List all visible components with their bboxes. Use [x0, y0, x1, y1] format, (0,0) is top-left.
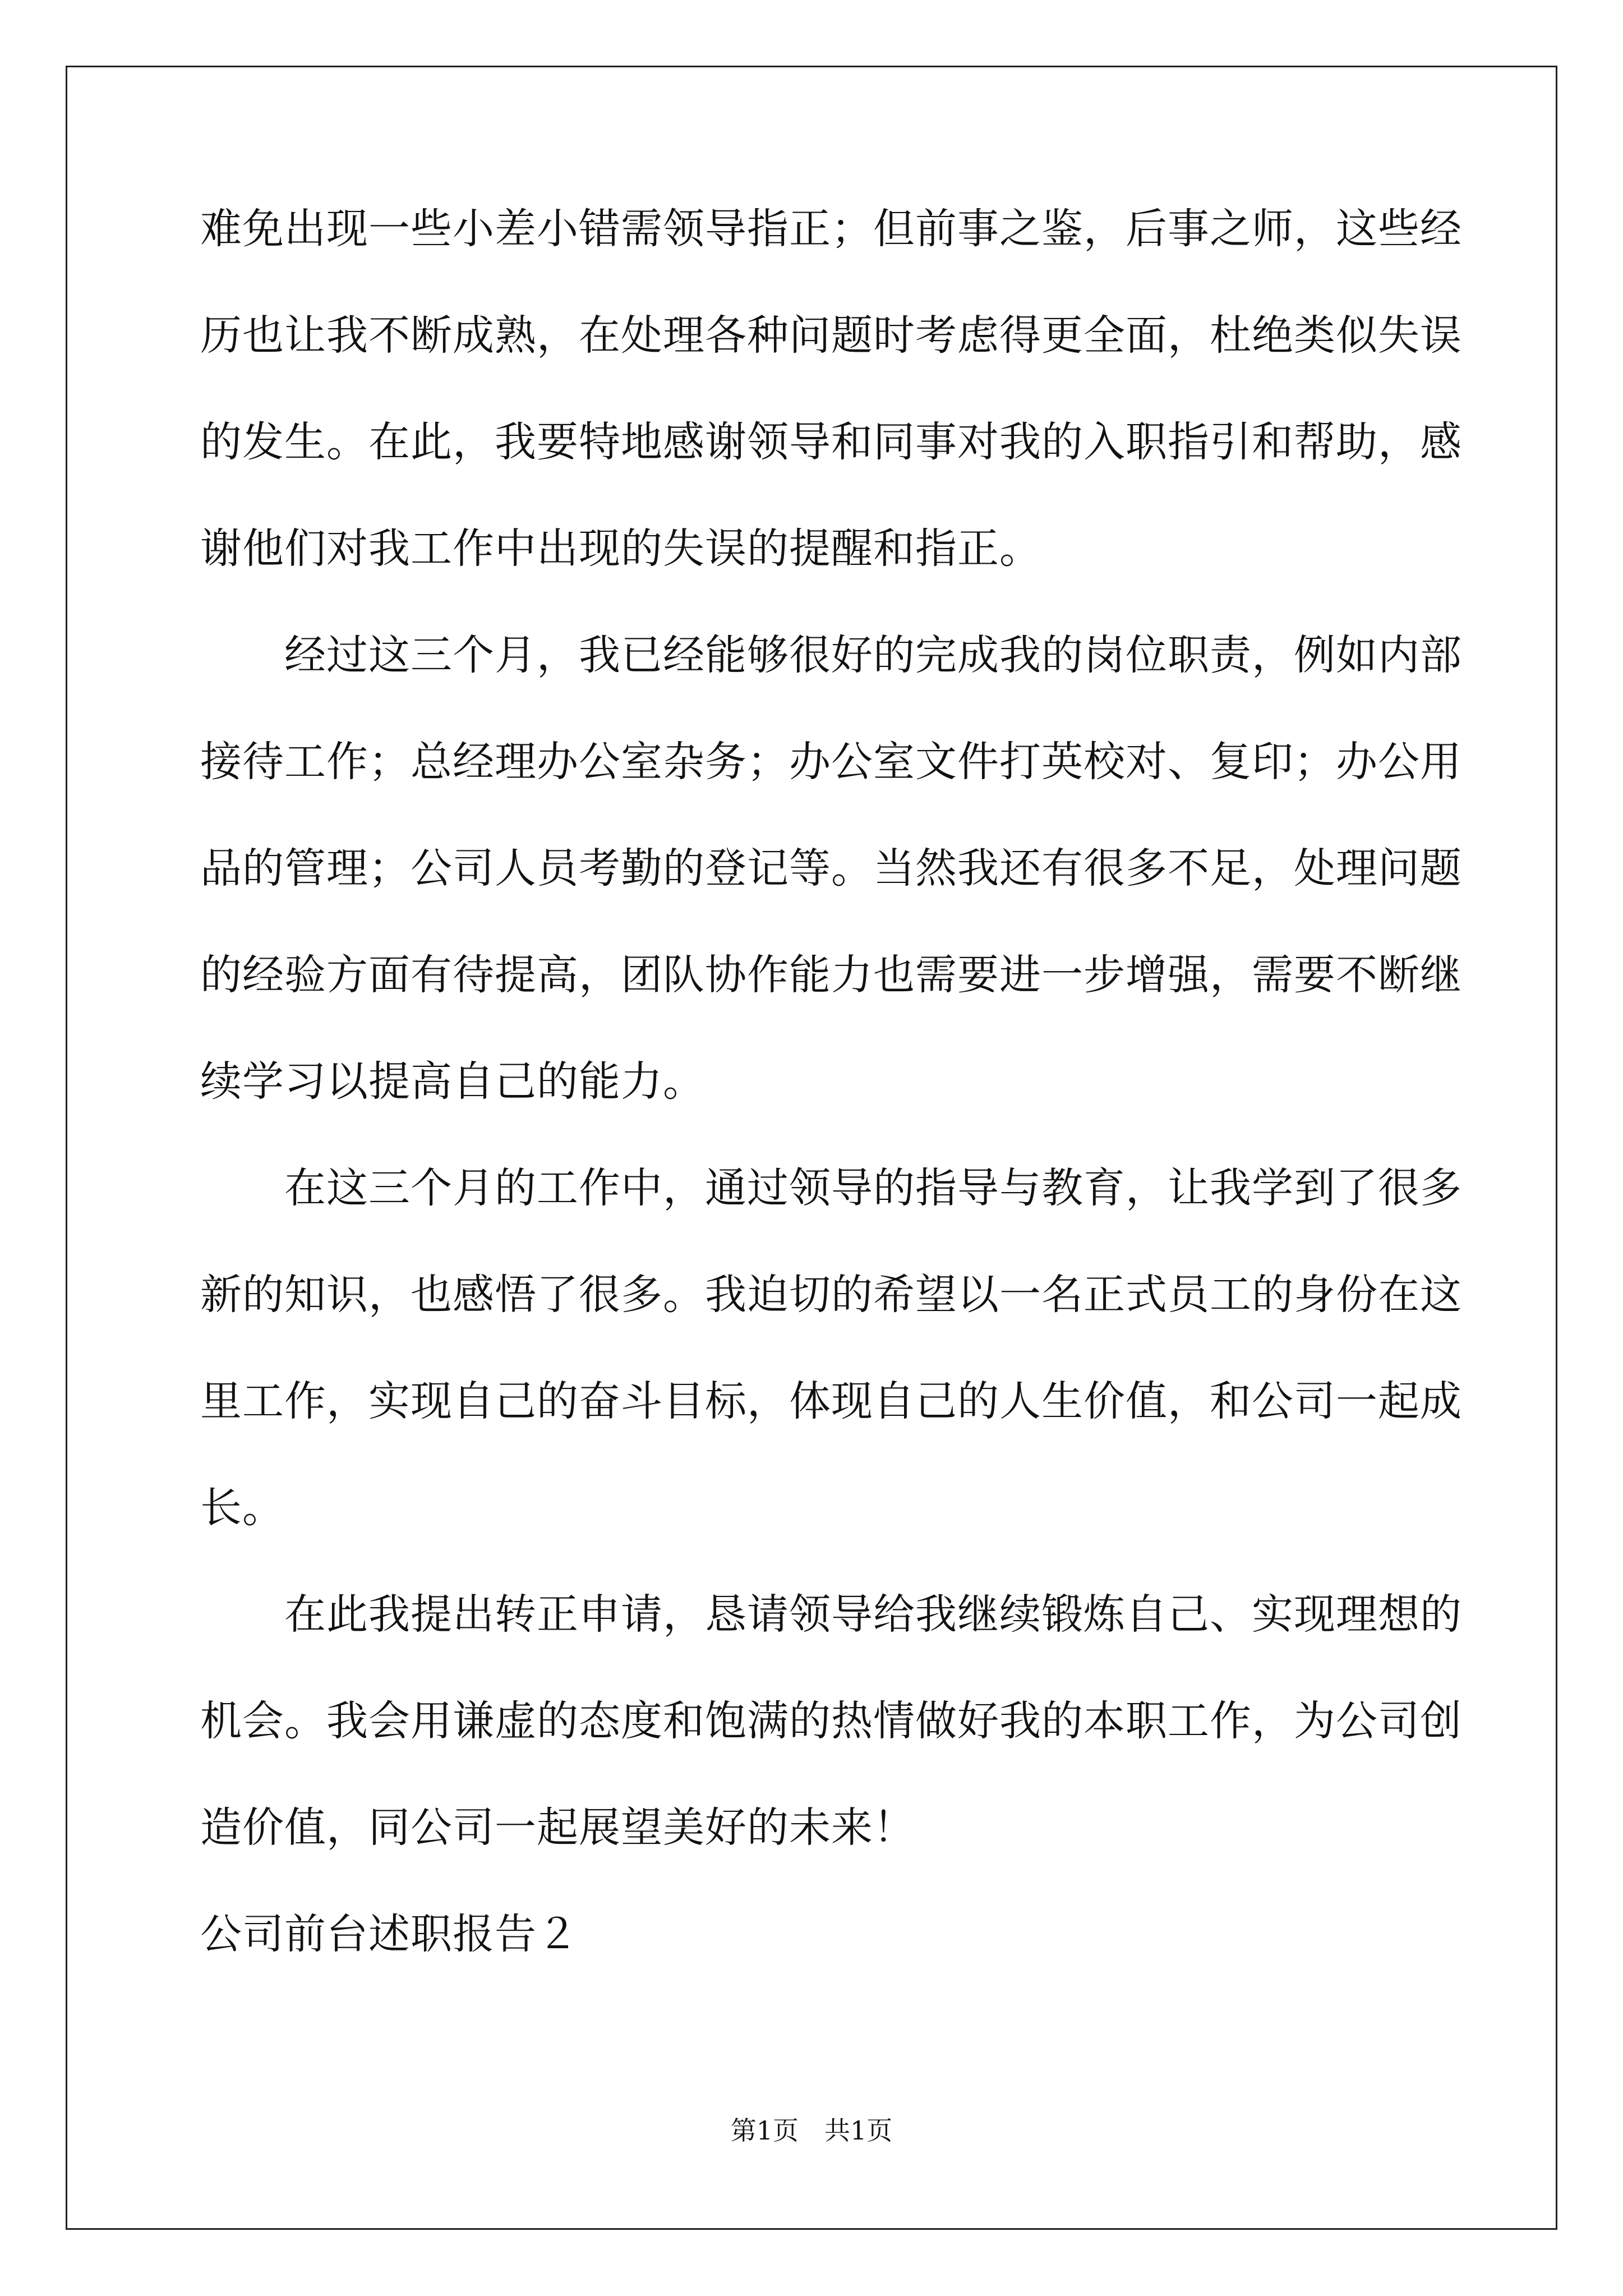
- text-line: 谢他们对我工作中出现的失误的提醒和指正。: [200, 524, 1041, 573]
- text-line: 在此我提出转正申请，恳请领导给我继续锻炼自己、实现理想的: [200, 1590, 1462, 1639]
- text-line: 经过这三个月，我已经能够很好的完成我的岗位职责，例如内部: [200, 631, 1462, 679]
- text-line: 的经验方面有待提高，团队协作能力也需要进一步增强，需要不断继: [200, 951, 1462, 999]
- text-line: 长。: [200, 1484, 284, 1532]
- section-heading: 公司前台述职报告２: [200, 1910, 579, 1958]
- page-footer: 第1页 共1页: [730, 2115, 893, 2146]
- text-line: 在这三个月的工作中，通过领导的指导与教育，让我学到了很多: [200, 1164, 1462, 1212]
- text-line: 造价值，同公司一起展望美好的未来！: [200, 1803, 915, 1852]
- text-line: 历也让我不断成熟，在处理各种问题时考虑得更全面，杜绝类似失误: [200, 311, 1462, 360]
- text-line: 新的知识，也感悟了很多。我迫切的希望以一名正式员工的身份在这: [200, 1271, 1462, 1319]
- text-line: 里工作，实现自己的奋斗目标，体现自己的人生价值，和公司一起成: [200, 1377, 1462, 1425]
- page-border: [66, 66, 1557, 2230]
- text-line: 的发生。在此，我要特地感谢领导和同事对我的入职指引和帮助，感: [200, 418, 1462, 466]
- text-line: 品的管理；公司人员考勤的登记等。当然我还有很多不足，处理问题: [200, 844, 1462, 892]
- text-line: 接待工作；总经理办公室杂务；办公室文件打英校对、复印；办公用: [200, 738, 1462, 786]
- text-line: 难免出现一些小差小错需领导指正；但前事之鉴，后事之师，这些经: [200, 205, 1462, 253]
- text-line: 续学习以提高自己的能力。: [200, 1057, 705, 1106]
- text-line: 机会。我会用谦虚的态度和饱满的热情做好我的本职工作，为公司创: [200, 1697, 1462, 1745]
